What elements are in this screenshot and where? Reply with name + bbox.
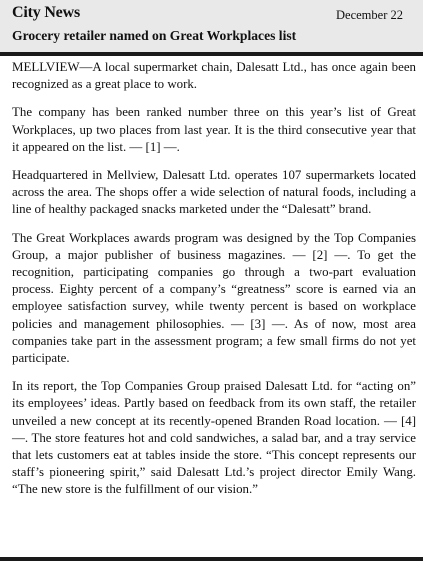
publication-date: December 22: [336, 8, 403, 22]
paragraph-intro: MELLVIEW—A local supermarket chain, Dalesatt Ltd., has once again been recognized as a great place to work.: [12, 60, 416, 92]
article-headline: Grocery retailer named on Great Workplaces list: [12, 28, 297, 43]
article-body: [12, 59, 416, 510]
top-divider: [0, 52, 423, 56]
paragraph-awards-program: The Great Workplaces awards program was designed by the Top Companies Group, a major publisher of business magazines. — [2] —. To get the recognition, participating companies go through a two-part evaluation process. Eighty percent of a company’s “greatness” score is earned via an employee satisfaction survey, while twenty percent is based on workplace policies and management philosophies. — [3] —. As of now, most area companies take part in the assessment program; a few small firms do not yet participate.: [12, 230, 416, 366]
bottom-divider: [0, 557, 423, 561]
paragraph-headquarters: Headquartered in Mellview, Dalesatt Ltd. operates 107 supermarkets located across the area. The shops offer a wide selection of natural foods, including a line of healthy packaged snacks marketed under the “Dalesatt” brand.: [12, 168, 416, 217]
section-name: City News: [12, 4, 80, 21]
paragraph-report: In its report, the Top Companies Group praised Dalesatt Ltd. for “acting on” its employees’ ideas. Partly based on feedback from its own staff, the retailer unveiled a new concept at its recently-opened Branden Road location. — [4] —. The store features hot and cold sandwiches, a salad bar, and a tray service that lets customers eat at tables inside the store. “This concept represents our staff’s pioneering spirit,” said Dalesatt Ltd.’s project director Emily Wang. “The new store is the fulfillment of our vision.”: [12, 379, 416, 497]
article-header: [0, 0, 423, 56]
paragraph-ranking: The company has been ranked number three on this year’s list of Great Workplaces, up two places from last year. It is the third consecutive year that it appeared on the list. — [1] —.: [12, 105, 416, 154]
